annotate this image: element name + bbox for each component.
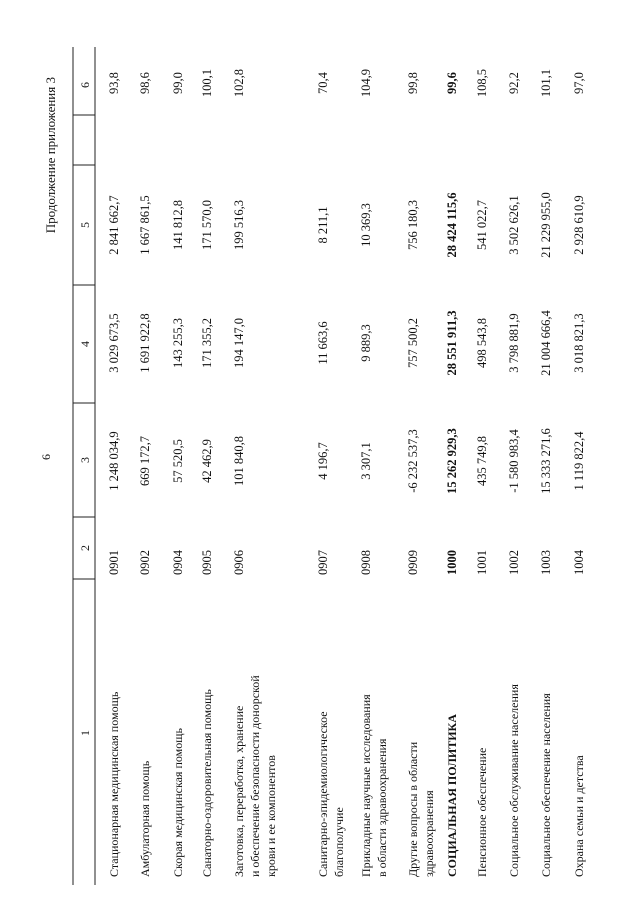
cell-col4: 143 255,3 bbox=[171, 318, 185, 368]
row-name bbox=[107, 691, 121, 877]
cell-col5: 756 180,3 bbox=[406, 200, 420, 250]
row-name-line: Амбулаторная помощь bbox=[138, 760, 152, 877]
cell-col5: 171 570,0 bbox=[200, 200, 214, 250]
row-name-line: и обеспечение безопасности донорской bbox=[248, 675, 262, 877]
cell-col6: 93,8 bbox=[107, 72, 121, 94]
cell-col4: 171 355,2 bbox=[200, 318, 214, 368]
row-code: 0906 bbox=[232, 550, 246, 575]
cell-col4: 3 798 881,9 bbox=[507, 313, 521, 373]
cell-col6: 102,8 bbox=[232, 68, 246, 98]
column-header-3: 3 bbox=[78, 457, 92, 463]
cell-col4: 11 663,6 bbox=[316, 321, 330, 365]
row-name-line: Стационарная медицинская помощь bbox=[107, 691, 121, 877]
row-name-line: крови и ее компонентов bbox=[264, 755, 278, 877]
column-header-4: 4 bbox=[78, 341, 92, 347]
column-header-1: 1 bbox=[78, 730, 92, 736]
row-name-line: Социальное обслуживание населения bbox=[507, 684, 521, 877]
row-name-line: Охрана семьи и детства bbox=[572, 755, 586, 877]
cell-col4: 3 018 821,3 bbox=[572, 313, 586, 373]
column-header-5: 5 bbox=[78, 222, 92, 228]
cell-col5: 2 928 610,9 bbox=[572, 195, 586, 255]
cell-col3: 669 172,7 bbox=[138, 436, 152, 486]
row-name-line: Санитарно-эпидемиологическое bbox=[316, 711, 330, 877]
cell-col3: -1 580 983,4 bbox=[507, 429, 521, 493]
row-name bbox=[171, 728, 185, 877]
row-name bbox=[572, 755, 586, 877]
cell-col3: 101 840,8 bbox=[232, 436, 246, 486]
cell-col5: 141 812,8 bbox=[171, 200, 185, 250]
column-header-2: 2 bbox=[78, 545, 92, 551]
row-code: 0905 bbox=[200, 550, 214, 575]
row-code: 1002 bbox=[507, 550, 521, 575]
cell-col3: 4 196,7 bbox=[316, 442, 330, 480]
row-name-line: Заготовка, переработка, хранение bbox=[232, 705, 246, 877]
row-code: 1001 bbox=[475, 550, 489, 575]
cell-col4: 757 500,2 bbox=[406, 318, 420, 368]
cell-col3: 57 520,5 bbox=[171, 439, 185, 483]
cell-col3: 15 262 929,3 bbox=[445, 428, 459, 494]
row-code: 1004 bbox=[572, 550, 586, 575]
row-name-line: Социальное обеспечение населения bbox=[539, 693, 553, 877]
cell-col3: 15 333 271,6 bbox=[539, 428, 553, 494]
row-name-line: Санаторно-оздоровительная помощь bbox=[200, 689, 214, 877]
cell-col5: 541 022,7 bbox=[475, 200, 489, 250]
row-name bbox=[475, 748, 489, 877]
row-name-line: Скорая медицинская помощь bbox=[171, 728, 185, 877]
cell-col4: 28 551 911,3 bbox=[445, 310, 459, 376]
cell-col6: 99,6 bbox=[445, 72, 459, 94]
cell-col4: 498 543,8 bbox=[475, 318, 489, 368]
row-code: 0902 bbox=[138, 550, 152, 575]
cell-col5: 28 424 115,6 bbox=[445, 192, 459, 258]
row-code: 0904 bbox=[171, 550, 185, 575]
row-name bbox=[507, 684, 521, 877]
row-code: 1003 bbox=[539, 550, 553, 575]
cell-col5: 1 667 861,5 bbox=[138, 195, 152, 255]
row-name-line: здравоохранения bbox=[422, 790, 436, 877]
cell-col6: 99,8 bbox=[406, 72, 420, 94]
cell-col4: 21 004 666,4 bbox=[539, 310, 553, 376]
cell-col4: 1 691 922,8 bbox=[138, 313, 152, 373]
cell-col3: 1 119 822,4 bbox=[572, 431, 586, 491]
cell-col5: 21 229 955,0 bbox=[539, 192, 553, 258]
cell-col3: -6 232 537,3 bbox=[406, 429, 420, 493]
cell-col5: 10 369,3 bbox=[359, 203, 373, 247]
row-name bbox=[445, 714, 459, 877]
cell-col6: 92,2 bbox=[507, 72, 521, 94]
cell-col6: 100,1 bbox=[200, 68, 214, 98]
cell-col4: 194 147,0 bbox=[232, 318, 246, 368]
row-name bbox=[200, 689, 214, 877]
row-code: 1000 bbox=[445, 550, 459, 575]
cell-col5: 8 211,1 bbox=[316, 206, 330, 244]
cell-col3: 42 462,9 bbox=[200, 439, 214, 483]
row-code: 0907 bbox=[316, 550, 330, 575]
cell-col3: 3 307,1 bbox=[359, 442, 373, 480]
row-code: 0901 bbox=[107, 550, 121, 575]
cell-col5: 2 841 662,7 bbox=[107, 195, 121, 255]
cell-col6: 99,0 bbox=[171, 72, 185, 94]
row-name-line: Другие вопросы в области bbox=[406, 741, 420, 877]
row-name-line: СОЦИАЛЬНАЯ ПОЛИТИКА bbox=[445, 714, 459, 877]
cell-col6: 70,4 bbox=[316, 72, 330, 94]
row-name bbox=[539, 693, 553, 877]
cell-col4: 3 029 673,5 bbox=[107, 313, 121, 373]
cell-col6: 108,5 bbox=[475, 68, 489, 98]
cell-col6: 101,1 bbox=[539, 68, 553, 98]
cell-col5: 199 516,3 bbox=[232, 200, 246, 250]
cell-col6: 104,9 bbox=[359, 68, 373, 98]
continuation-label: Продолжение приложения 3 bbox=[43, 77, 58, 234]
row-name-line: Прикладные научные исследования bbox=[359, 694, 373, 877]
column-header-6: 6 bbox=[78, 82, 92, 88]
cell-col6: 98,6 bbox=[138, 72, 152, 94]
row-code: 0908 bbox=[359, 550, 373, 575]
cell-col5: 3 502 626,1 bbox=[507, 195, 521, 255]
row-code: 0909 bbox=[406, 550, 420, 575]
cell-col4: 9 889,3 bbox=[359, 324, 373, 362]
page-number: 6 bbox=[39, 454, 53, 460]
cell-col3: 1 248 034,9 bbox=[107, 431, 121, 491]
cell-col3: 435 749,8 bbox=[475, 436, 489, 486]
table-row bbox=[445, 72, 459, 877]
row-name-line: благополучие bbox=[332, 807, 346, 877]
row-name-line: Пенсионное обеспечение bbox=[475, 747, 489, 877]
cell-col6: 97,0 bbox=[572, 72, 586, 94]
row-name-line: в области здравоохранения bbox=[375, 738, 389, 877]
row-name bbox=[138, 760, 152, 877]
